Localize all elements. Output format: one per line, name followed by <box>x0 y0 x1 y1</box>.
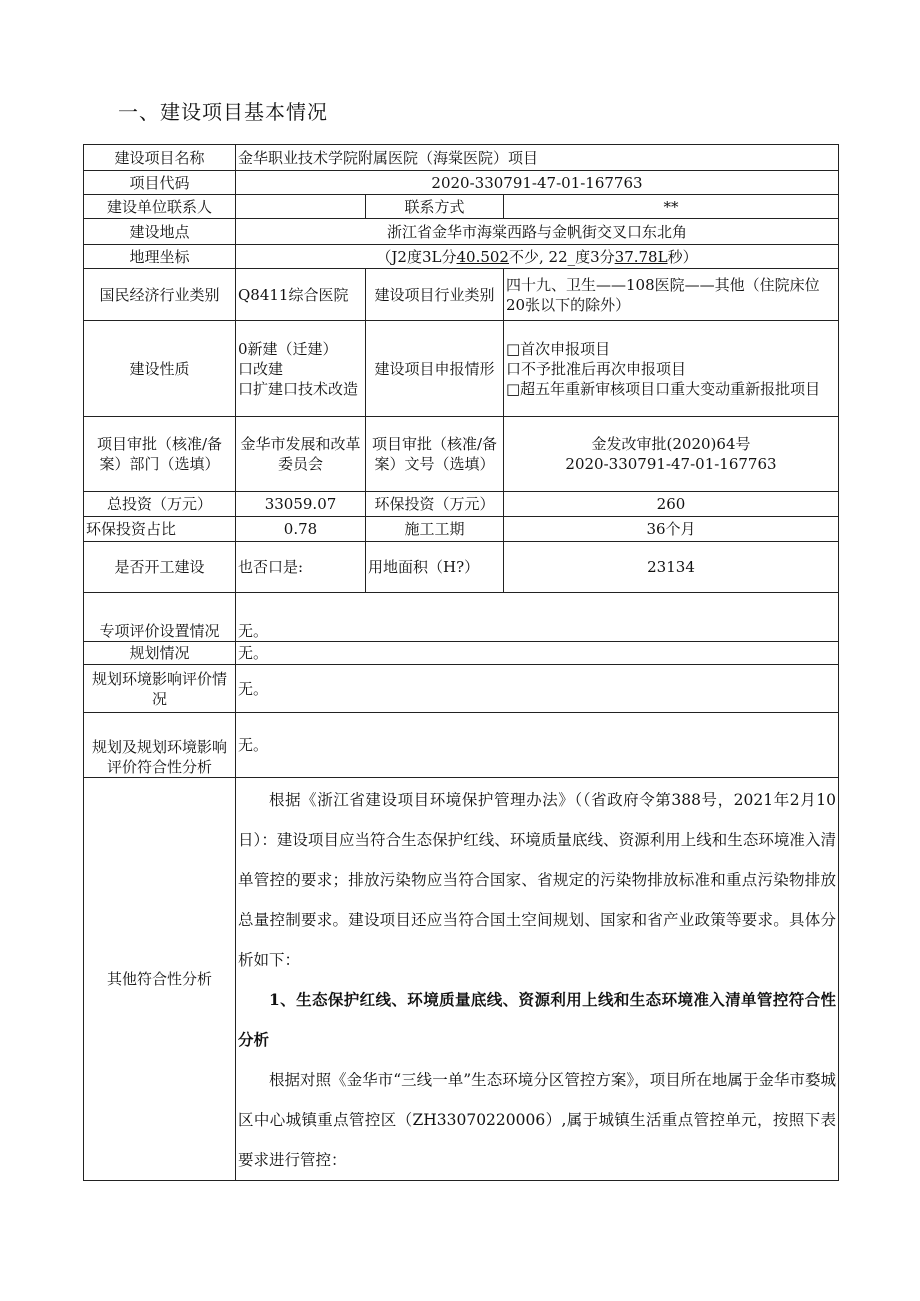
row-started <box>84 542 839 593</box>
contact-method-label: 联系方式 <box>366 195 504 219</box>
row-plan-fit <box>84 713 839 778</box>
declare-option-first: □首次申报项目 <box>506 339 611 358</box>
row-coordinates <box>84 245 839 269</box>
row-investment <box>84 492 839 517</box>
period-value: 36个月 <box>504 517 839 542</box>
nature-options <box>236 321 366 417</box>
declare-options <box>504 321 839 417</box>
row-approval <box>84 417 839 492</box>
nature-label: 建设性质 <box>84 321 236 417</box>
coordinates-label: 地理坐标 <box>84 245 236 269</box>
coord-part-a: J2度3L分 <box>391 247 457 266</box>
contact-value <box>236 195 366 219</box>
industry-value: Q8411综合医院 <box>236 269 366 321</box>
row-contact <box>84 195 839 219</box>
coord-part-e: 秒） <box>667 247 698 266</box>
started-label: 是否开工建设 <box>84 542 236 593</box>
project-info-table <box>83 144 839 1181</box>
declare-label: 建设项目申报情形 <box>366 321 504 417</box>
contact-method-value: ** <box>504 195 839 219</box>
nature-option-expand: 口扩建口技术改造 <box>238 379 359 398</box>
area-label: 用地面积（H?） <box>366 542 504 593</box>
row-plan-env <box>84 665 839 713</box>
contact-label: 建设单位联系人 <box>84 195 236 219</box>
declare-option-redeclare: 口不予批准后再次申报项目 <box>506 359 687 378</box>
row-plan <box>84 642 839 665</box>
special-label: 专项评价设置情况 <box>84 593 236 642</box>
row-special <box>84 593 839 642</box>
plan-label: 规划情况 <box>84 642 236 665</box>
row-other <box>84 778 839 1181</box>
other-paragraph-2: 1、生态保护红线、环境质量底线、资源利用上线和生态环境准入清单管控符合性分析 <box>238 990 836 1049</box>
env-invest-value: 260 <box>504 492 839 517</box>
env-ratio-label: 环保投资占比 <box>84 517 236 542</box>
row-env-ratio <box>84 517 839 542</box>
location-label: 建设地点 <box>84 219 236 245</box>
nature-option-rebuild: 口改建 <box>238 359 284 378</box>
period-label: 施工工期 <box>366 517 504 542</box>
row-location <box>84 219 839 245</box>
project-name-label: 建设项目名称 <box>84 145 236 171</box>
plan-fit-value: 无。 <box>236 713 839 778</box>
declare-option-review: □超五年重新审核项目口重大变动重新报批项目 <box>506 379 821 398</box>
project-industry-label: 建设项目行业类别 <box>366 269 504 321</box>
nature-option-new: 0新建（迁建） <box>238 339 338 358</box>
plan-env-label: 规划环境影响评价情况 <box>84 665 236 713</box>
project-code-label: 项目代码 <box>84 171 236 195</box>
coord-prefix: （ <box>376 247 392 266</box>
env-ratio-value: 0.78 <box>236 517 366 542</box>
project-industry-value: 四十九、卫生——108医院——其他（住院床位20张以下的除外） <box>504 269 839 321</box>
other-analysis <box>236 778 839 1181</box>
plan-fit-label: 规划及规划环境影响评价符合性分析 <box>84 713 236 778</box>
approval-doc-line-1: 金发改审批(2020)64号 <box>591 435 751 453</box>
approval-doc-line-2: 2020-330791-47-01-167763 <box>565 455 777 473</box>
industry-label: 国民经济行业类别 <box>84 269 236 321</box>
coord-part-c: 不少, 22_度3分 <box>508 247 615 266</box>
section-heading: 一、建设项目基本情况 <box>118 100 328 124</box>
area-value: 23134 <box>504 542 839 593</box>
row-nature <box>84 321 839 417</box>
plan-env-value: 无。 <box>236 665 839 713</box>
total-invest-label: 总投资（万元） <box>84 492 236 517</box>
approval-doc-label: 项目审批（核准/备案）文号（选填） <box>366 417 504 492</box>
env-invest-label: 环保投资（万元） <box>366 492 504 517</box>
approval-dept-value: 金华市发展和改革委员会 <box>236 417 366 492</box>
total-invest-value: 33059.07 <box>236 492 366 517</box>
approval-dept-label: 项目审批（核准/备案）部门（选填） <box>84 417 236 492</box>
row-project-code <box>84 171 839 195</box>
project-code-value: 2020-330791-47-01-167763 <box>236 171 839 195</box>
row-industry <box>84 269 839 321</box>
other-label: 其他符合性分析 <box>84 778 236 1181</box>
location-value: 浙江省金华市海棠西路与金帆街交叉口东北角 <box>236 219 839 245</box>
coord-part-d: 37.78L <box>614 247 668 266</box>
coordinates-value <box>236 245 839 269</box>
plan-value: 无。 <box>236 642 839 665</box>
project-name-value: 金华职业技术学院附属医院（海棠医院）项目 <box>236 145 839 171</box>
row-project-name <box>84 145 839 171</box>
coord-part-b: 40.502 <box>456 247 509 266</box>
other-paragraph-1: 根据《浙江省建设项目环境保护管理办法》（（省政府令第388号，2021年2月10日）：建设项目应当符合生态保护红线、环境质量底线、资源利用上线和生态环境准入清单管控的要求；排放污染物应当符合国家、省规定的污染物排放标准和重点污染物排放总量控制要求。建设项目还应当符合国土空间规划、国家和省产业政策等要求。具体分析如下： <box>238 791 836 969</box>
started-value: 也否口是: <box>236 542 366 593</box>
special-value: 无。 <box>236 593 839 642</box>
approval-doc-value <box>504 417 839 492</box>
other-paragraph-3: 根据对照《金华市“三线一单”生态环境分区管控方案》，项目所在地属于金华市婺城区中心城镇重点管控区（ZH33070220006）,属于城镇生活重点管控单元，按照下表要求进行管控： <box>238 1071 836 1169</box>
